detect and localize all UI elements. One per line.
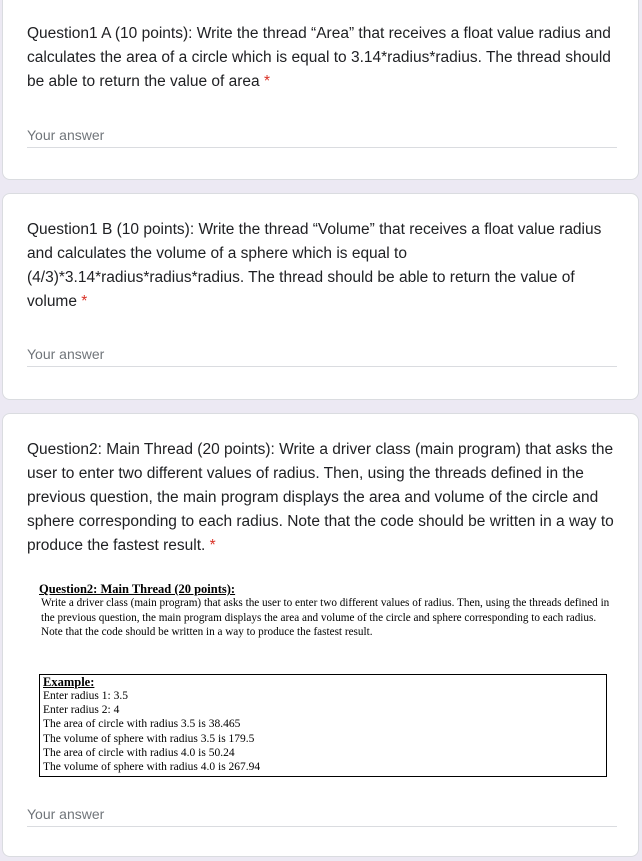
example-line: The area of circle with radius 3.5 is 38.465: [43, 718, 241, 731]
required-mark: *: [263, 73, 271, 90]
answer-input-1b[interactable]: [27, 346, 617, 362]
answer-field-1b[interactable]: [27, 344, 617, 367]
question-title-1a: Question1 A (10 points): Write the thread “Area” that receives a float value radius and calculates the area of a circle which is equal to 3.14*radius*radius. The thread should be able to return the value of area *: [27, 25, 611, 90]
question-title-2: Question2: Main Thread (20 points): Write a driver class (main program) that asks the user to enter two different values of radius. Then, using the threads defined in the previous question, the main program displays the area and volume of the circle and sphere corresponding to each radius. Note that the code should be written in a way to produce the fastest result. *: [27, 441, 614, 554]
question-card-1a: [2, 0, 639, 180]
image-body: Write a driver class (main program) that asks the user to enter two different values of radius. Then, using the threads defined in the previous question, the main program displays the area and volume of the circle and sphere corresponding to each radius. Note that the code should be written in a way to produce the fastest result.: [41, 597, 610, 639]
answer-input-1a[interactable]: [27, 127, 617, 143]
question-image: [39, 582, 617, 774]
example-line: The volume of sphere with radius 4.0 is 267.94: [43, 761, 261, 774]
example-line: Enter radius 2: 4: [43, 704, 120, 717]
question-card-2: [2, 413, 639, 857]
example-line: The area of circle with radius 4.0 is 50.24: [43, 746, 235, 759]
question-title-1b: Question1 B (10 points): Write the thread “Volume” that receives a float value radius and calculates the volume of a sphere which is equal to (4/3)*3.14*radius*radius*radius. The thread should be able to return the value of volume *: [27, 221, 602, 310]
example-box: [39, 674, 607, 777]
required-mark: *: [81, 293, 88, 310]
example-line: Enter radius 1: 3.5: [43, 690, 128, 702]
answer-input-2[interactable]: [27, 806, 617, 822]
example-title: Example:: [43, 675, 95, 689]
answer-field-2[interactable]: [27, 804, 617, 827]
example-line: The volume of sphere with radius 3.5 is 179.5: [43, 732, 255, 745]
answer-field-1a[interactable]: [27, 125, 617, 148]
image-title: Question2: Main Thread (20 points):: [39, 582, 236, 596]
question-card-1b: [2, 193, 639, 400]
required-mark: *: [209, 537, 216, 554]
